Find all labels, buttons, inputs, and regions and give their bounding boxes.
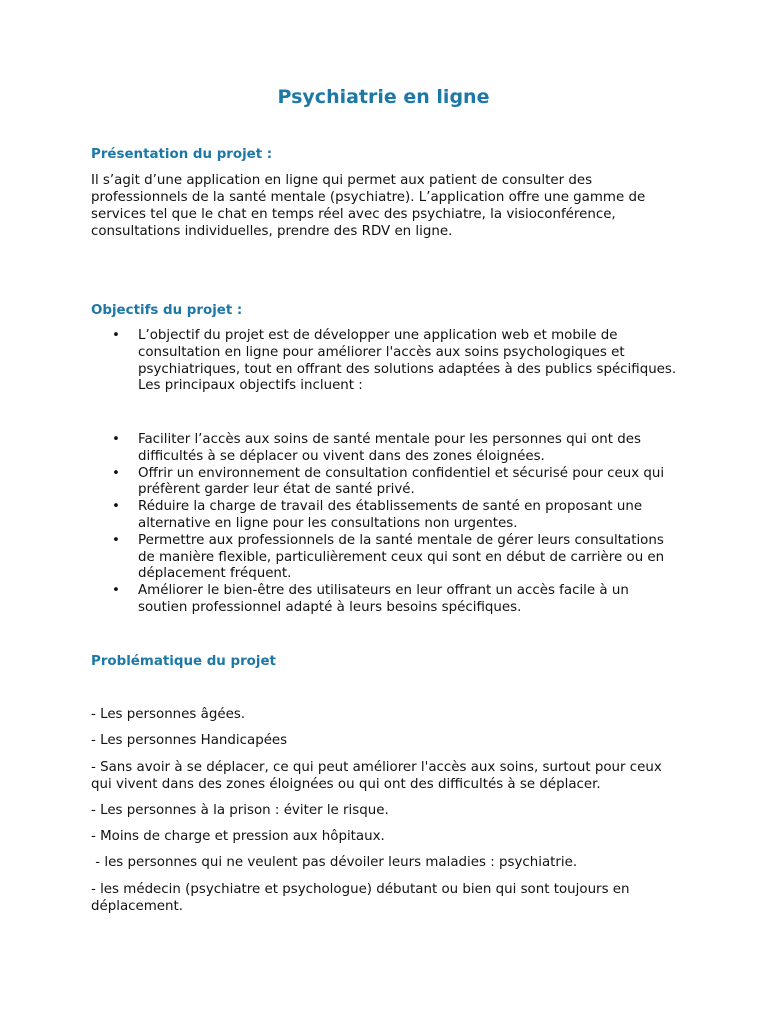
list-item: [91, 583, 681, 617]
list-item: [91, 466, 681, 500]
presentation-text: Il s’agit d’une application en ligne qui permet aux patient de consulter des professionnels de la santé mentale (psychiatre). L’application offre une gamme de services tel que le chat en temps réel avec des psychiatre, la visioconférence, consultations individuelles, prendre des RDV en ligne.: [91, 173, 646, 239]
list-item: [91, 499, 681, 533]
bullet-icon: •: [112, 465, 120, 481]
presentation-heading: Présentation du projet :: [91, 147, 273, 162]
list-item: [91, 328, 681, 395]
objectifs-heading: Objectifs du projet :: [91, 303, 243, 318]
objectif-item-text: Faciliter l’accès aux soins de santé mentale pour les personnes qui ont des difficultés à se déplacer ou vivent dans des zones éloignées.: [138, 432, 642, 464]
list-item: [91, 533, 681, 583]
document-title: Psychiatrie en ligne: [277, 86, 490, 108]
objectif-item-text: Améliorer le bien-être des utilisateurs en leur offrant un accès facile à un soutien professionnel adapté à leurs besoins spécifiques.: [138, 583, 629, 615]
list-item: [91, 432, 681, 466]
bullet-icon: •: [112, 499, 120, 515]
bullet-icon: •: [112, 328, 120, 343]
objectif-item-text: Offrir un environnement de consultation confidentiel et sécurisé pour ceux qui préfèrent garder leur état de santé privé.: [138, 465, 665, 498]
problematique-line: - Les personnes à la prison : éviter le risque.: [91, 803, 389, 818]
problematique-line: - Sans avoir à se déplacer, ce qui peut améliorer l'accès aux soins, surtout pour ceux qui vivent dans des zones éloignées ou qui ont des difficultés à se déplacer.: [91, 760, 662, 792]
bullet-icon: •: [112, 532, 120, 548]
problematique-heading: Problématique du projet: [91, 654, 276, 669]
problematique-line: - les médecin (psychiatre et psychologue) débutant ou bien qui sont toujours en déplacement.: [91, 882, 630, 914]
objectifs-intro-list: [91, 328, 681, 395]
bullet-icon: •: [112, 583, 120, 599]
problematique-line: - Moins de charge et pression aux hôpitaux.: [91, 829, 385, 844]
objectif-item-text: Permettre aux professionnels de la santé mentale de gérer leurs consultations de manière flexible, particulièrement ceux qui sont en début de carrière ou en déplacement fréquent.: [138, 532, 665, 582]
problematique-line: - Les personnes âgées.: [91, 707, 246, 722]
objectifs-intro-text: L’objectif du projet est de développer une application web et mobile de consultation en ligne pour améliorer l'accès aux soins psychologiques et psychiatriques, tout en offrant des solutions adaptées à des publics spécifiques. Les principaux objectifs incluent :: [138, 328, 677, 394]
problematique-line: - les personnes qui ne veulent pas dévoiler leurs maladies : psychiatrie.: [91, 855, 578, 870]
objectifs-list: [91, 432, 681, 617]
problematique-line: - Les personnes Handicapées: [91, 733, 288, 748]
bullet-icon: •: [112, 432, 120, 447]
objectif-item-text: Réduire la charge de travail des établissements de santé en proposant une alternative en ligne pour les consultations non urgentes.: [138, 499, 643, 531]
